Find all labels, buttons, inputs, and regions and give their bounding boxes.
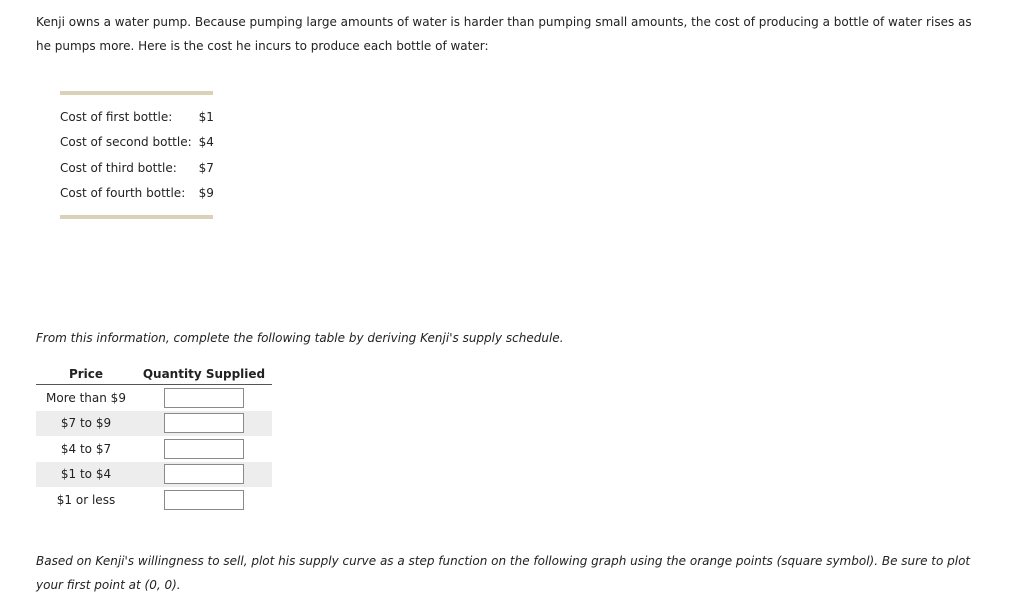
quantity-input[interactable] xyxy=(164,464,244,484)
price-range-cell: $1 to $4 xyxy=(36,462,136,488)
cost-value: $4 xyxy=(198,135,214,150)
cost-label: Cost of fourth bottle: xyxy=(60,186,186,201)
cost-box xyxy=(60,91,213,219)
price-column-header: Price xyxy=(36,364,136,385)
cost-row xyxy=(60,155,214,181)
price-range-cell: $4 to $7 xyxy=(60,441,112,456)
cost-row xyxy=(60,104,214,130)
quantity-column-header: Quantity Supplied xyxy=(136,364,272,385)
intro-paragraph: Kenji owns a water pump. Because pumping large amounts of water is harder than pumping small amounts, the cost of producing a bottle of water rises as he pumps more. Here is the cost he incurs to produce each bottle of water: xyxy=(36,15,972,53)
quantity-cell xyxy=(136,462,272,488)
cost-label: Cost of second bottle: xyxy=(60,135,192,150)
quantity-input[interactable] xyxy=(164,439,244,459)
supply-row xyxy=(36,436,272,462)
cost-box-bottom-rule xyxy=(60,215,213,219)
cost-table xyxy=(60,104,214,206)
supply-schedule-table xyxy=(36,364,272,513)
quantity-cell xyxy=(136,411,272,437)
supply-row xyxy=(36,487,272,513)
cost-value: $1 xyxy=(198,109,214,124)
cost-label: Cost of third bottle: xyxy=(60,160,177,175)
supply-row xyxy=(36,462,272,488)
quantity-cell xyxy=(136,436,272,462)
cost-row xyxy=(60,181,214,207)
quantity-cell xyxy=(136,487,272,513)
price-range-cell: $7 to $9 xyxy=(36,411,136,437)
plot-instructions: Based on Kenji's willingness to sell, plot his supply curve as a step function on the following graph using the orange points (square symbol). Be sure to plot your first point at (0, 0). xyxy=(36,554,971,592)
quantity-input[interactable] xyxy=(164,388,244,408)
quantity-input[interactable] xyxy=(164,413,244,433)
cost-row xyxy=(60,130,214,156)
cost-value: $7 xyxy=(198,160,214,175)
quantity-input[interactable] xyxy=(164,490,244,510)
instruction-text: From this information, complete the following table by deriving Kenji's supply schedule. xyxy=(36,331,564,345)
quantity-cell xyxy=(136,385,272,411)
cost-label: Cost of first bottle: xyxy=(60,109,173,124)
supply-row xyxy=(36,411,272,437)
supply-table-header-row xyxy=(36,364,272,385)
price-range-cell: $1 or less xyxy=(56,492,116,507)
cost-value: $9 xyxy=(198,186,214,201)
supply-row xyxy=(36,385,272,411)
cost-box-top-rule xyxy=(60,91,213,95)
price-range-cell: More than $9 xyxy=(46,390,126,405)
